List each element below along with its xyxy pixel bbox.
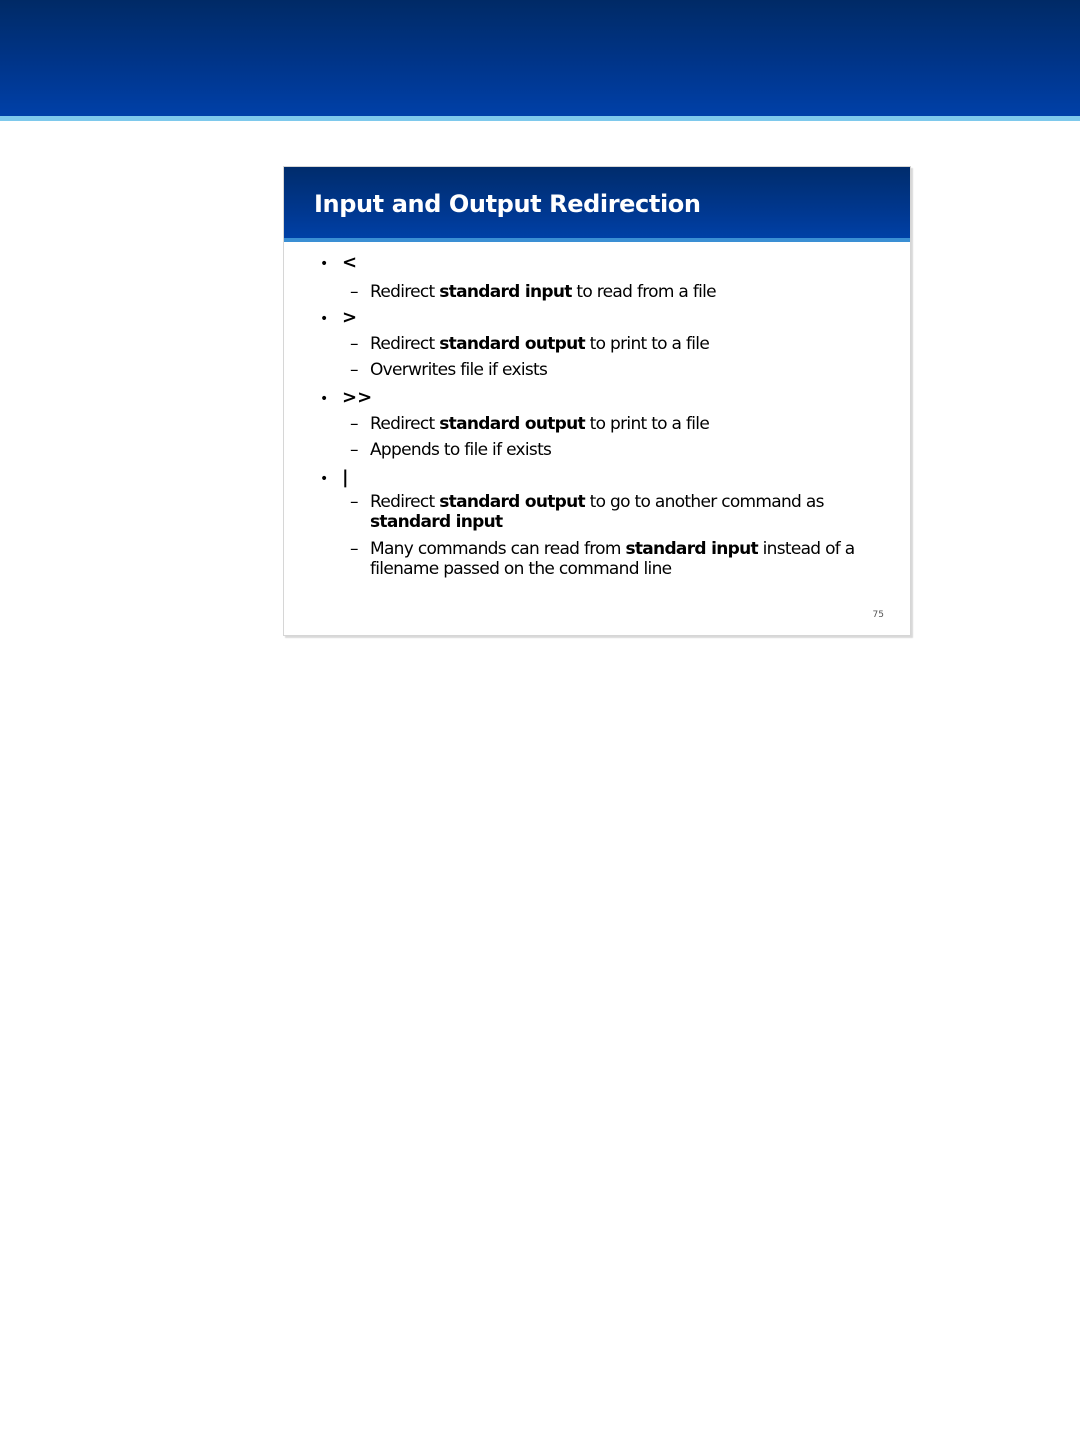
bullet-pipe [320, 467, 349, 490]
bullet-symbol: > [342, 307, 358, 328]
page-header-stripe [0, 116, 1080, 121]
page-header-banner [0, 0, 1080, 116]
sub-item: – Appends to file if exists [350, 440, 552, 460]
bullet-dot-icon: • [320, 391, 329, 407]
sub-item: – Redirect standard output to print to a file [350, 414, 710, 434]
bullet-symbol: >> [342, 387, 373, 408]
slide-header-stripe [284, 238, 910, 242]
sub-item: – Redirect standard input to read from a file [350, 282, 716, 302]
slide-page-number: 75 [872, 610, 884, 620]
bullet-input-redirect [320, 252, 357, 275]
sub-item: – Overwrites file if exists [350, 360, 548, 380]
bullet-append-redirect [320, 387, 372, 410]
bullet-output-redirect [320, 307, 357, 330]
bullet-symbol: < [342, 252, 358, 273]
sub-item: – Redirect standard output to go to another command as standard input [350, 492, 824, 532]
sub-item: – Redirect standard output to print to a file [350, 334, 710, 354]
sub-item: – Many commands can read from standard input instead of a filename passed on the command line [350, 539, 855, 579]
bullet-dot-icon: • [320, 471, 329, 487]
bullet-dot-icon: • [320, 311, 329, 327]
slide [283, 166, 911, 636]
slide-title: Input and Output Redirection [314, 190, 701, 218]
bullet-dot-icon: • [320, 256, 329, 272]
bullet-symbol: | [342, 467, 349, 488]
